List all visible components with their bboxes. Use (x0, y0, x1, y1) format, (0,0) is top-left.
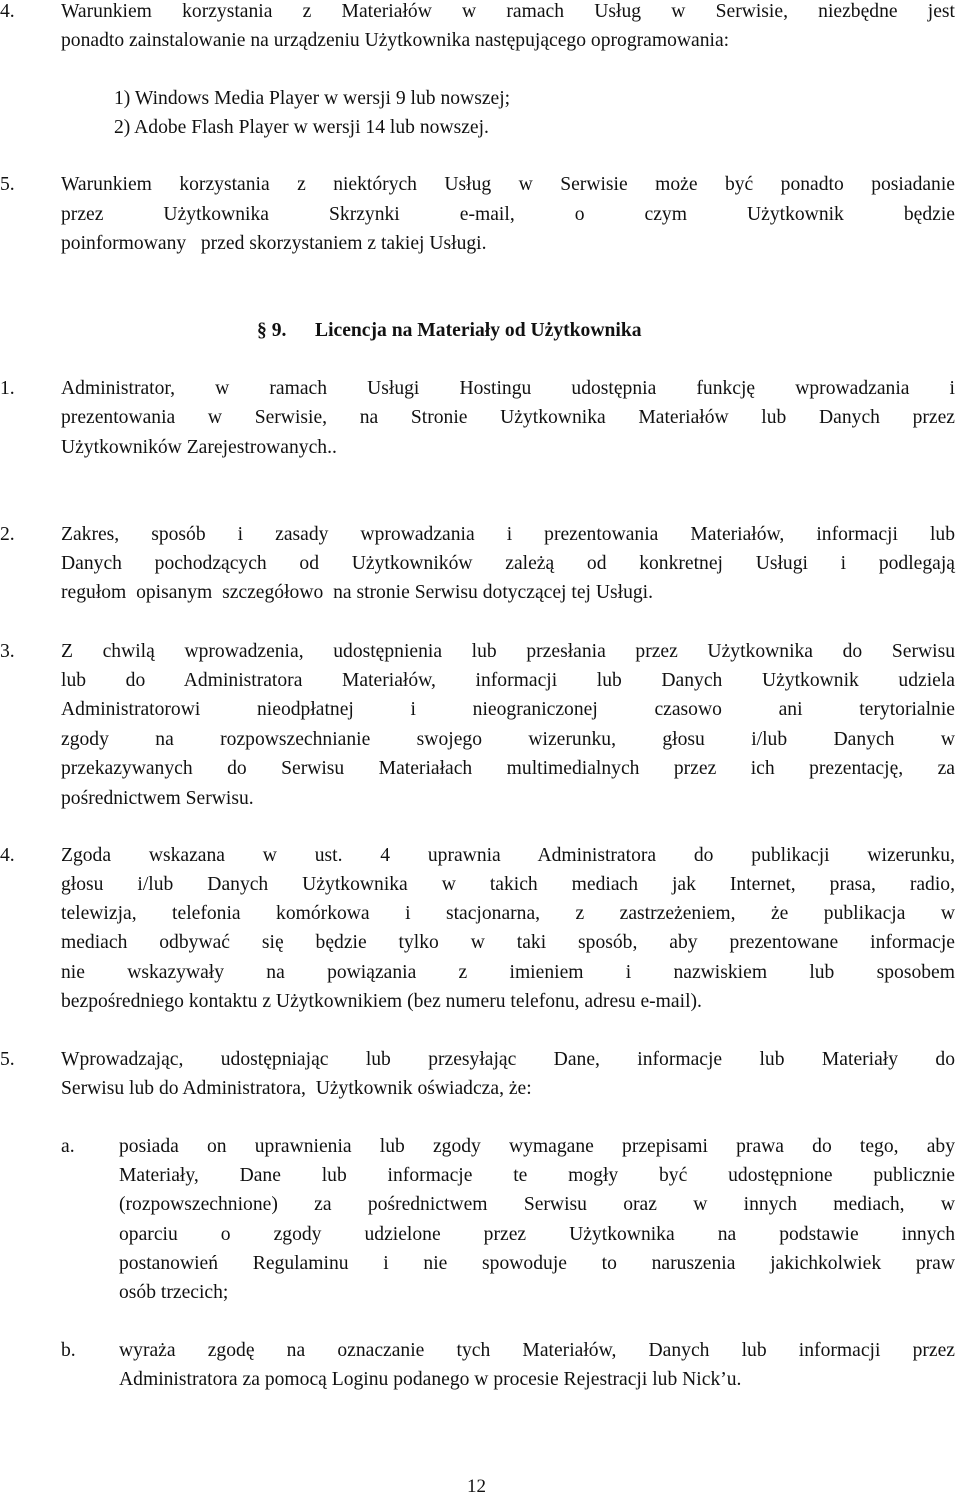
paragraph-line: Administratora za pomocą Loginu podanego w procesie Rejestracji lub Nick’u. (119, 1369, 742, 1390)
paragraph-line: zgody na rozpowszechnianie swojego wizerunku, głosu i/lub Danych w (61, 729, 955, 750)
paragraph-line: Zakres, sposób i zasady wprowadzania i prezentowania Materiałów, informacji lub (61, 524, 955, 545)
paragraph-line: mediach odbywać się będzie tylko w taki sposób, aby prezentowane informacje (61, 932, 955, 953)
item-number: 5. (0, 1049, 15, 1070)
paragraph-line: Z chwilą wprowadzenia, udostępnienia lub przesłania przez Użytkownika do Serwisu (61, 641, 955, 662)
paragraph-line: prezentowania w Serwisie, na Stronie Użytkownika Materiałów lub Danych przez (61, 407, 955, 428)
paragraph-line: oparciu o zgody udzielone przez Użytkownika na podstawie innych (119, 1224, 955, 1245)
list-item: 2) Adobe Flash Player w wersji 14 lub nowszej. (114, 117, 489, 138)
paragraph-line: wyraża zgodę na oznaczanie tych Materiałów, Danych lub informacji przez (119, 1340, 955, 1361)
paragraph-line: regułom opisanym szczegółowo na stronie Serwisu dotyczącej tej Usługi. (61, 582, 654, 603)
paragraph-line: osób trzecich; (119, 1282, 229, 1303)
paragraph-line: (rozpowszechnione) za pośrednictwem Serwisu oraz w innych mediach, w (119, 1194, 955, 1215)
item-number: 4. (0, 1, 15, 22)
paragraph-line: pośrednictwem Serwisu. (61, 788, 254, 809)
item-number: 5. (0, 174, 15, 195)
paragraph-line: lub do Administratora Materiałów, informacji lub Danych Użytkownik udziela (61, 670, 955, 691)
paragraph-line: Wprowadzając, udostępniając lub przesyłając Dane, informacje lub Materiały do (61, 1049, 955, 1070)
subitem-letter: a. (61, 1136, 75, 1157)
list-item: 1) Windows Media Player w wersji 9 lub nowszej; (114, 88, 511, 109)
paragraph-line: Warunkiem korzystania z Materiałów w ramach Usług w Serwisie, niezbędne jest (61, 1, 955, 22)
paragraph-line: Administrator, w ramach Usługi Hostingu udostępnia funkcję wprowadzania i (61, 378, 955, 399)
paragraph-line: telewizja, telefonia komórkowa i stacjonarna, z zastrzeżeniem, że publikacja w (61, 903, 955, 924)
page-number: 12 (467, 1476, 486, 1497)
paragraph-line: Warunkiem korzystania z niektórych Usług w Serwisie może być ponadto posiadanie (61, 174, 955, 195)
subitem-letter: b. (61, 1340, 76, 1361)
item-number: 4. (0, 845, 15, 866)
paragraph-line: przez Użytkownika Skrzynki e-mail, o czym Użytkownik będzie (61, 204, 955, 225)
paragraph-line: głosu i/lub Danych Użytkownika w takich mediach jak Internet, prasa, radio, (61, 874, 955, 895)
paragraph-line: ponadto zainstalowanie na urządzeniu Użytkownika następującego oprogramowania: (61, 30, 730, 51)
item-number: 2. (0, 524, 15, 545)
paragraph-line: Materiały, Dane lub informacje te mogły być udostępnione publicznie (119, 1165, 955, 1186)
paragraph-line: Użytkowników Zarejestrowanych.. (61, 437, 337, 458)
paragraph-line: poinformowany przed skorzystaniem z takiej Usługi. (61, 233, 487, 254)
paragraph-line: przekazywanych do Serwisu Materiałach multimedialnych przez ich prezentację, za (61, 758, 955, 779)
item-number: 1. (0, 378, 15, 399)
paragraph-line: Administratorowi nieodpłatnej i nieograniczonej czasowo ani terytorialnie (61, 699, 955, 720)
paragraph-line: bezpośredniego kontaktu z Użytkownikiem (bez numeru telefonu, adresu e-mail). (61, 991, 702, 1012)
paragraph-line: Serwisu lub do Administratora, Użytkownik oświadcza, że: (61, 1078, 532, 1099)
paragraph-line: nie wskazywały na powiązania z imieniem i nazwiskiem lub sposobem (61, 962, 955, 983)
paragraph-line: Zgoda wskazana w ust. 4 uprawnia Administratora do publikacji wizerunku, (61, 845, 955, 866)
section-number: § 9. (257, 320, 287, 341)
paragraph-line: postanowień Regulaminu i nie spowoduje to naruszenia jakichkolwiek praw (119, 1253, 955, 1274)
paragraph-line: Danych pochodzących od Użytkowników zależą od konkretnej Usługi i podlegają (61, 553, 955, 574)
item-number: 3. (0, 641, 15, 662)
section-title: Licencja na Materiały od Użytkownika (315, 320, 642, 341)
paragraph-line: posiada on uprawnienia lub zgody wymagane przepisami prawa do tego, aby (119, 1136, 955, 1157)
